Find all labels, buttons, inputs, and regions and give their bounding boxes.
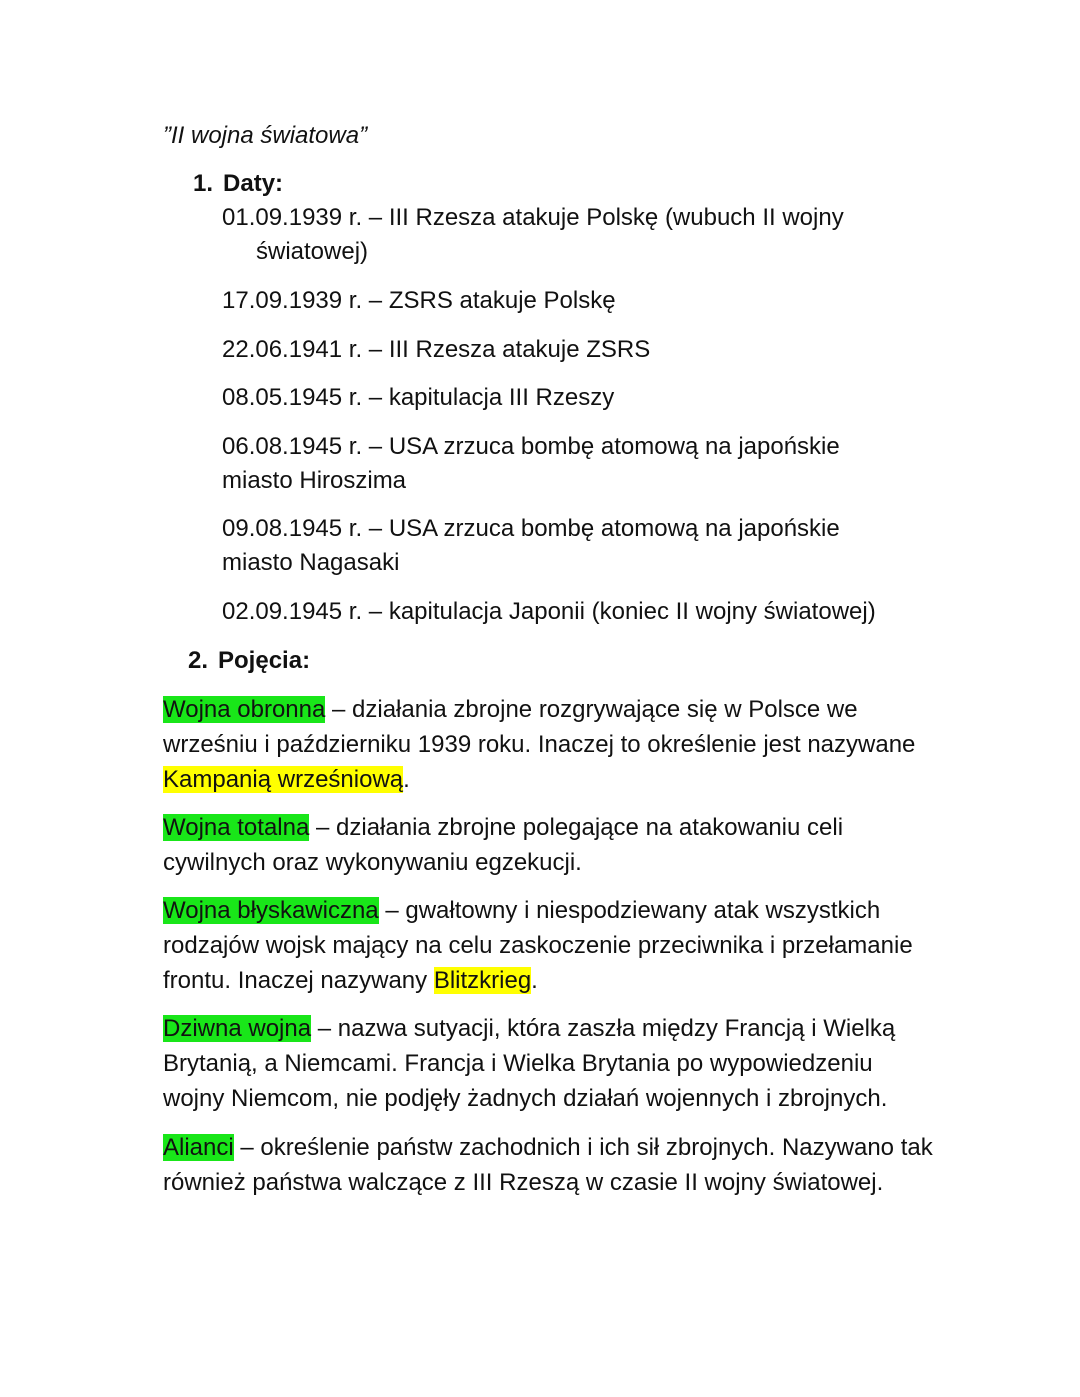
term-definition	[163, 692, 933, 797]
term-name: Wojna błyskawiczna	[163, 897, 379, 924]
date-description: – III Rzesza atakuje ZSRS	[368, 336, 651, 363]
document-title: ”II wojna światowa”	[163, 122, 368, 149]
term-text: – nazwa sutyacji, która zaszła między Francją i Wielką Brytanią, a Niemcami. Francja i Wielka Brytania po wypowiedzeniu wojny Niemcom, nie podjęły żadnych działań wojennych i zbrojnych.	[163, 1015, 896, 1112]
term-name: Alianci	[163, 1134, 234, 1161]
date-entry	[222, 595, 922, 629]
date-entry	[222, 333, 922, 367]
term-definition	[163, 810, 933, 880]
term-text: – gwałtowny i niespodziewany atak wszystkich rodzajów wojsk mający na celu zaskoczenie przeciwnika i przełamanie frontu. Inaczej nazywany	[163, 897, 913, 994]
date-entry	[222, 381, 922, 415]
term-name: Wojna obronna	[163, 696, 326, 723]
section-heading-terms	[188, 645, 310, 677]
section-label: Daty:	[223, 170, 284, 197]
date-entry	[222, 512, 862, 580]
date-description: – ZSRS atakuje Polskę	[368, 287, 616, 314]
section-number: 2.	[188, 647, 209, 674]
term-text: – określenie państw zachodnich i ich sił zbrojnych. Nazywano tak również państwa walczące z III Rzeszą w czasie II wojny światowej.	[163, 1134, 933, 1196]
date-value: 06.08.1945 r.	[222, 433, 363, 460]
term-definition	[163, 893, 933, 998]
term-end: .	[531, 967, 538, 994]
date-entry	[222, 284, 922, 318]
term-name: Dziwna wojna	[163, 1015, 312, 1042]
date-value: 22.06.1941 r.	[222, 336, 363, 363]
date-description: – USA zrzuca bombę atomową na japońskie miasto Hiroszima	[222, 433, 840, 494]
term-name: Wojna totalna	[163, 814, 310, 841]
term-definition	[163, 1130, 933, 1200]
date-description: – III Rzesza atakuje Polskę (wubuch II wojny światowej)	[256, 204, 844, 265]
date-value: 08.05.1945 r.	[222, 384, 363, 411]
term-alias: Blitzkrieg	[433, 967, 532, 994]
section-label: Pojęcia:	[218, 647, 311, 674]
date-value: 17.09.1939 r.	[222, 287, 363, 314]
date-entry	[222, 430, 862, 498]
term-text: – działania zbrojne polegające na atakowaniu celi cywilnych oraz wykonywaniu egzekucji.	[163, 814, 844, 876]
date-description: – kapitulacja III Rzeszy	[368, 384, 615, 411]
term-end: .	[403, 766, 410, 793]
date-value: 02.09.1945 r.	[222, 598, 363, 625]
section-number: 1.	[193, 170, 214, 197]
date-value: 09.08.1945 r.	[222, 515, 363, 542]
section-heading-dates	[193, 168, 283, 200]
term-alias: Kampanią wrześniową	[163, 766, 404, 793]
term-text: – działania zbrojne rozgrywające się w Polsce we wrześniu i październiku 1939 roku. Inaczej to określenie jest nazywane	[163, 696, 916, 758]
term-definition	[163, 1011, 933, 1116]
date-description: – USA zrzuca bombę atomową na japońskie miasto Nagasaki	[222, 515, 840, 576]
date-value: 01.09.1939 r.	[222, 204, 363, 231]
date-entry	[222, 201, 906, 269]
date-description: – kapitulacja Japonii (koniec II wojny światowej)	[368, 598, 876, 625]
